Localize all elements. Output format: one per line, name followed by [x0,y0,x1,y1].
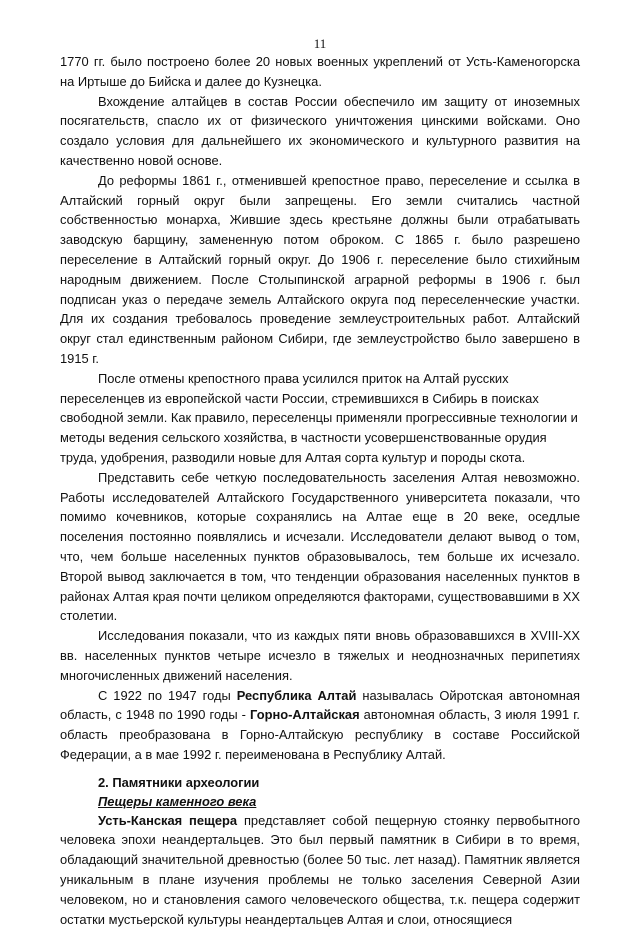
paragraph-republic-history [60,686,580,765]
subsection-title-stone-age-caves: Пещеры каменного века [98,793,257,809]
paragraph-settlement-research: Исследования показали, что из каждых пяти вновь образовавшихся в XVIII-XX вв. населенных пунктов четыре исчезло в тяжелых и неоднозначных перипетиях многочисленных движений населения. [60,628,580,683]
ust-kan-cave-text: представляет собой пещерную стоянку первобытного человека эпохи неандертальцев. Это был первый памятник в Сибири в то время, обладающий значительной древностью (более 50 тыс. лет назад). Памятник является уникальным в плане изучения проблемы не только заселения Северной Азии человеком, но и становления самого человеческого общества, т.к. пещера содержит остатки мустьерской культуры неандертальцев Алтая и слои, относящиеся [60,812,580,927]
paragraph-fortifications: 1770 гг. было построено более 20 новых военных укреплений от Усть-Каменогорска на Иртыше до Бийска и далее до Кузнецка. [60,54,580,89]
page-content [60,52,580,929]
republic-text-2: называлась Ойротская автономная область, с 1948 по 1990 годы - [60,687,580,723]
paragraph-ust-kan-cave [60,811,580,929]
section-title-archaeology: 2. Памятники археологии [98,774,260,790]
paragraph-reform-1861: До реформы 1861 г., отменившей крепостное право, переселение и ссылка в Алтайский горный округ были запрещены. Его земли считались частной собственностью монарха, Жившие здесь крестьяне должны были отрабатывать заводскую барщину, замененную потом оброком. С 1865 г. было разрешено переселение в Алтайский горный округ. До 1906 г. переселение было стихийным народным движением. После Столыпинской аграрной реформы в 1906 г. был подписан указ о передаче земель Алтайского округа под переселенческие участки. Для их создания требовалось проведение землеустроительных работ. Алтайский округ стал единственным районом Сибири, где землеустройство было завершено в 1915 г. [60,172,580,366]
gorno-altai-bold: Горно-Алтайская [250,707,360,723]
document-page [60,0,580,927]
paragraph-russian-settlers: После отмены крепостного права усилился приток на Алтай русских переселенцев из европейской части России, стремившихся в Сибирь в поисках свободной земли. Как правило, переселенцы применяли прогрессивные технологии и методы ведения сельского хозяйства, в частности усовершенствованные орудия труда, удобрения, разводили новые для Алтая сорта культур и породы скота. [60,370,578,465]
ust-kan-cave-bold: Усть-Канская пещера [98,812,238,828]
paragraph-settlement-sequence: Представить себе четкую последовательность заселения Алтая невозможно. Работы исследователей Алтайского Государственного университета показали, что помимо кочевников, которые сохранялись на Алтае еще в 20 веке, оседлые поселения постоянно появлялись и исчезали. Исследователи делают вывод о том, что, чем больше населенных пунктов образовывалось, тем больше их исчезало. Второй вывод заключается в том, что тенденции образования населенных пунктов в районах Алтая края почти целиком определяются факторами, существовавшими в XX столетии. [60,469,580,624]
republic-altai-bold: Республика Алтай [236,687,357,703]
republic-text-3: автономная область, 3 июля 1991 г. область преобразована в Горно-Алтайскую республику в составе Российской Федерации, а в мае 1992 г. переименована в Республику Алтай. [60,707,580,762]
page-number: 11 [313,36,327,51]
paragraph-altai-joining-russia: Вхождение алтайцев в состав России обеспечило им защиту от иноземных посягательств, спасло их от физического уничтожения цинскими войсками. Оно создало условия для дальнейшего их экономического и культурного развития на качественно новой основе. [60,93,580,168]
republic-text-1: С 1922 по 1947 годы [98,687,237,703]
